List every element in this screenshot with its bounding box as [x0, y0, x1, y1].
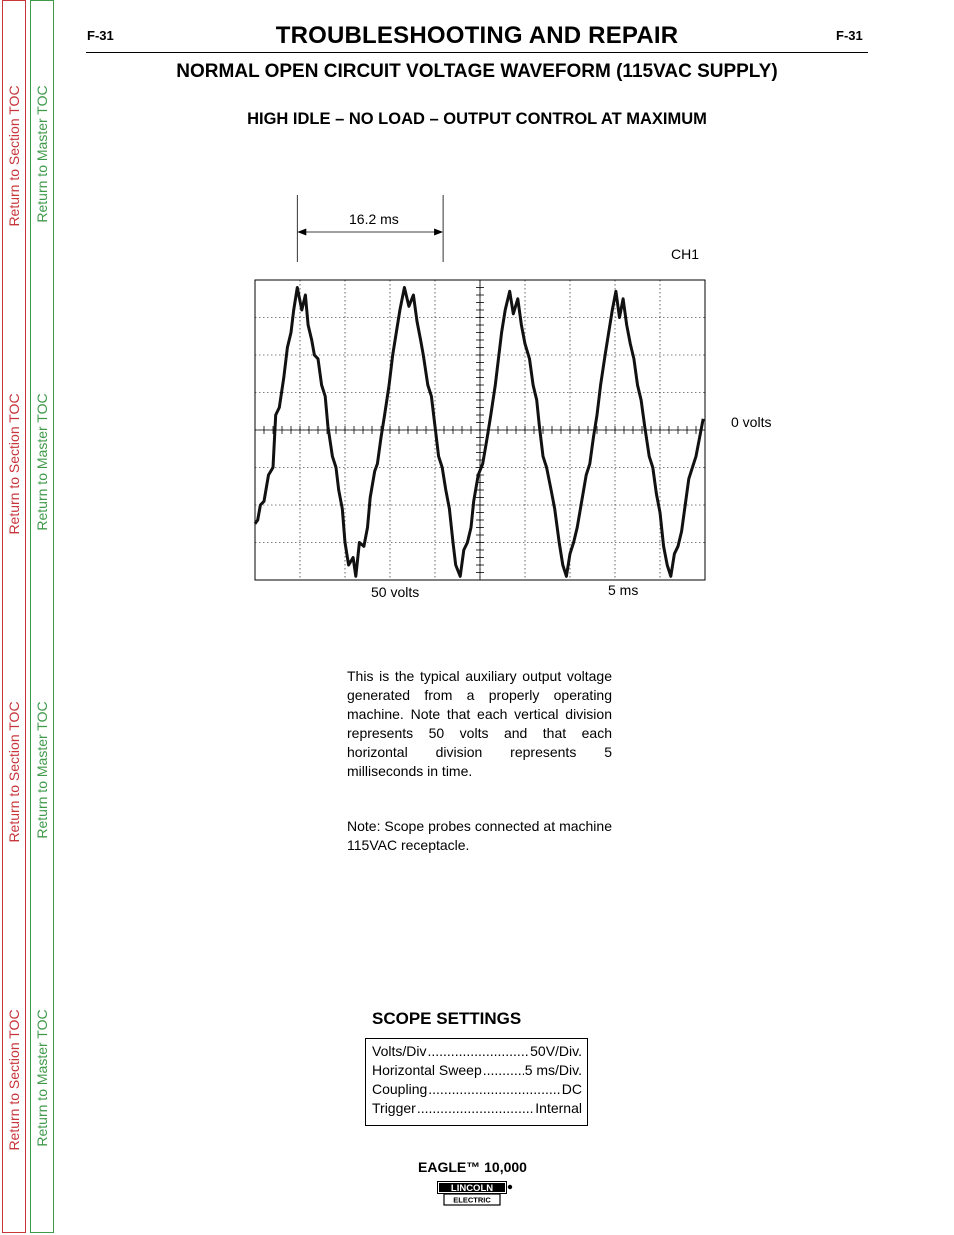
return-to-master-toc-link[interactable]: Return to Master TOC: [34, 701, 50, 839]
return-to-section-toc-link[interactable]: Return to Section TOC: [6, 85, 22, 227]
return-to-section-toc-link[interactable]: Return to Section TOC: [6, 701, 22, 843]
setting-row-volts-div: [372, 1042, 582, 1061]
page-number-left: F-31: [87, 28, 114, 43]
scope-settings-heading: SCOPE SETTINGS: [372, 1009, 522, 1028]
setting-row-horizontal-sweep: [372, 1061, 582, 1080]
channel-label: CH1: [671, 246, 700, 262]
waveform-description: This is the typical auxiliary output voltage generated from a properly operating machine. Note that each vertical division represents 50 volts and that each horizontal division represents 5 milliseconds in time.: [347, 668, 612, 779]
page-number-right: F-31: [836, 28, 863, 43]
setting-label: Trigger: [372, 1100, 416, 1116]
setting-label: Volts/Div: [372, 1043, 427, 1059]
return-to-master-toc-link[interactable]: Return to Master TOC: [34, 393, 50, 531]
ch1-voltage-trace: [255, 288, 703, 577]
setting-label: Coupling: [372, 1081, 428, 1097]
setting-value: Internal: [535, 1100, 582, 1116]
setting-value: 50V/Div.: [530, 1043, 582, 1059]
lincoln-electric-logo: [436, 1180, 514, 1208]
return-to-section-toc-link[interactable]: Return to Section TOC: [6, 1009, 22, 1151]
time-per-div-label: 5 ms: [608, 582, 639, 598]
page-title: TROUBLESHOOTING AND REPAIR: [275, 22, 679, 49]
period-arrowhead-left: [297, 229, 306, 236]
logo-top-text: LINCOLN: [450, 1183, 494, 1194]
return-to-master-toc-link[interactable]: Return to Master TOC: [34, 1009, 50, 1147]
return-to-section-toc-link[interactable]: Return to Section TOC: [6, 393, 22, 535]
waveform-subtitle: HIGH IDLE – NO LOAD – OUTPUT CONTROL AT MAXIMUM: [247, 110, 707, 128]
section-title: NORMAL OPEN CIRCUIT VOLTAGE WAVEFORM (115VAC SUPPLY): [176, 61, 778, 82]
setting-value: 5 ms/Div.: [524, 1062, 582, 1078]
probe-note: Note: Scope probes connected at machine 115VAC receptacle.: [347, 818, 612, 853]
logo-bottom-text: ELECTRIC: [453, 1195, 491, 1205]
period-arrowhead-right: [434, 229, 443, 236]
model-name: EAGLE™ 10,000: [418, 1159, 527, 1175]
return-to-master-toc-link[interactable]: Return to Master TOC: [34, 85, 50, 223]
scope-settings-table: [365, 1038, 588, 1126]
period-label: 16.2 ms: [349, 211, 399, 227]
setting-row-coupling: [372, 1080, 582, 1099]
zero-volts-label: 0 volts: [731, 414, 772, 430]
setting-row-trigger: [372, 1099, 582, 1118]
setting-label: Horizontal Sweep: [372, 1062, 482, 1078]
setting-value: DC: [561, 1081, 582, 1097]
volts-per-div-label: 50 volts: [371, 584, 420, 600]
